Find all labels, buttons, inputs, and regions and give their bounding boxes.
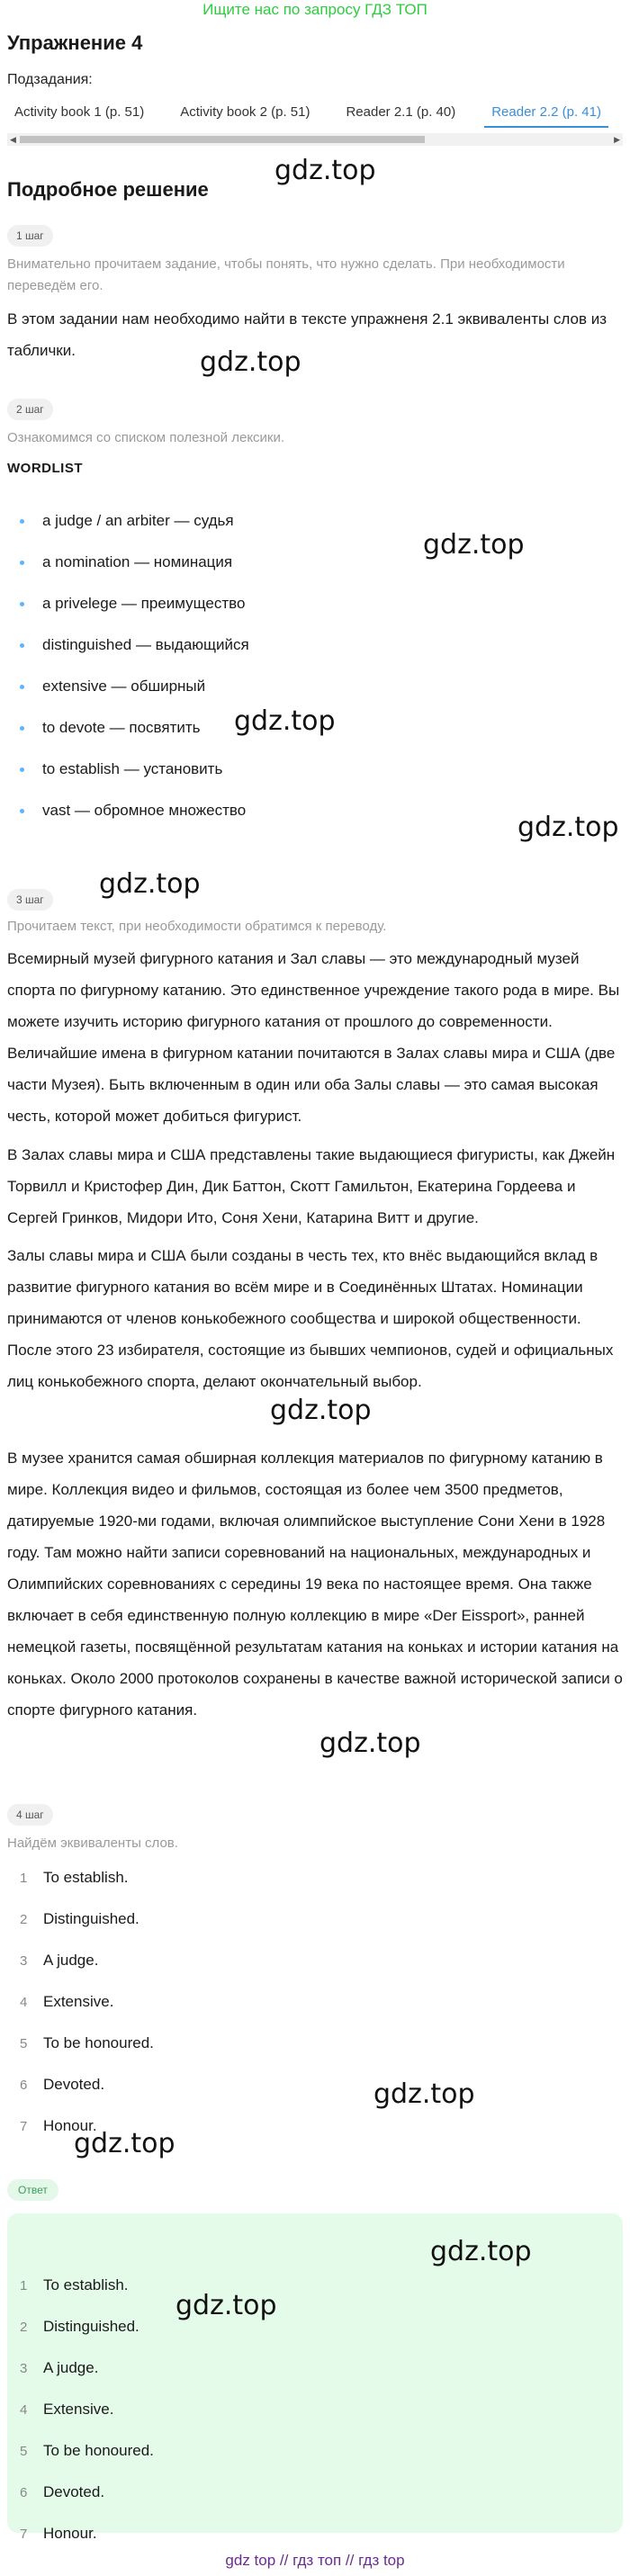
watermark: gdz.top <box>274 155 376 186</box>
list-item: 2 Distinguished. <box>20 1910 140 1927</box>
wordlist-item: a nomination — номинация <box>20 552 232 573</box>
bullet-dot-icon <box>20 643 24 648</box>
subtasks-label: Подзадания: <box>7 72 93 87</box>
step-badge-1: 1 шаг <box>7 225 53 247</box>
answer-badge: Ответ <box>7 2179 58 2201</box>
answer-item: 3 A judge. <box>20 2359 99 2376</box>
bullet-dot-icon <box>20 561 24 565</box>
scrollbar-thumb[interactable] <box>20 136 425 143</box>
scroll-right-icon[interactable]: ▶ <box>614 135 620 144</box>
wordlist-item: extensive — обширный <box>20 676 205 697</box>
list-item: 1 To establish. <box>20 1869 129 1886</box>
tab-activity-book-2[interactable]: Activity book 2 (p. 51) <box>180 104 310 120</box>
bullet-dot-icon <box>20 685 24 689</box>
watermark: gdz.top <box>423 529 525 561</box>
wordlist-item: a privelege — преимущество <box>20 593 245 615</box>
wordlist-item: to devote — посвятить <box>20 717 201 739</box>
list-item: 4 Extensive. <box>20 1993 114 2010</box>
list-item: 7 Honour. <box>20 2117 97 2134</box>
step-hint-4: Найдём эквиваленты слов. <box>7 1836 178 1851</box>
tab-reader-2-2[interactable]: Reader 2.2 (p. 41) <box>484 97 608 128</box>
step-paragraph-4: В музее хранится самая обширная коллекция материалов по фигурному катанию в мире. Коллекция видео и фильмов, состоящая из более чем 3500 предметов, датируемые 1920-ми годами, включая олимпийское выступление Сони Хени в 1928 году. Там можно найти записи соревнований на национальных, международных и Олимпийских соревнованиях с середины 19 века по настоящее время. Она также включает в себя единственную полную коллекцию в мире «Der Eissport», ранней немецкой газеты, посвящённой результатам катания на коньках и истории катания на коньках. Около 2000 протоколов сохранены в качестве важной исторической записи о спорте фигурного катания. <box>7 1450 623 1719</box>
answer-item: 2 Distinguished. <box>20 2318 140 2335</box>
list-item: 5 To be honoured. <box>20 2034 154 2051</box>
answer-item: 7 Honour. <box>20 2525 97 2542</box>
watermark: gdz.top <box>518 812 619 843</box>
watermark: gdz.top <box>320 1728 421 1759</box>
list-item: 3 A judge. <box>20 1952 99 1969</box>
bullet-dot-icon <box>20 602 24 606</box>
answer-item: 6 Devoted. <box>20 2483 105 2500</box>
watermark: gdz.top <box>74 2128 176 2159</box>
watermark: gdz.top <box>270 1395 372 1426</box>
bullet-dot-icon <box>20 809 24 813</box>
answer-item: 1 To establish. <box>20 2276 129 2293</box>
watermark: gdz.top <box>430 2236 532 2267</box>
step-paragraph-3: Залы славы мира и США были созданы в честь тех, кто внёс выдающийся вклад в развитие фигурного катания во всём мире и в Соединённых Штатах. Номинации принимаются от членов конькобежного сообщества и широкой общественности. После этого 23 избирателя, состоящие из бывших чемпионов, судей и официальных лиц конькобежного спорта, делают окончательный выбор. <box>7 1247 614 1390</box>
wordlist-item: a judge / an arbiter — судья <box>20 510 234 532</box>
bullet-dot-icon <box>20 726 24 731</box>
wordlist-item: vast — обромное множество <box>20 800 246 821</box>
scroll-left-icon[interactable]: ◀ <box>10 135 16 144</box>
watermark: gdz.top <box>176 2290 277 2321</box>
step-badge-4: 4 шаг <box>7 1804 53 1826</box>
page-title: Упражнение 4 <box>7 31 143 54</box>
step-paragraph-1: Всемирный музей фигурного катания и Зал славы — это международный музей спорта по фигурному катанию. Это единственное учреждение такого рода в мире. Вы можете изучить историю фигурного катания от прошлого до современности. Величайшие имена в фигурном катании почитаются в Залах славы мира и США (две части Музея). Быть включенным в один или оба Залы славы — это самая высокая честь, которой может добиться фигурист. <box>7 950 620 1125</box>
tabs-scrollbar[interactable] <box>7 133 623 146</box>
watermark: gdz.top <box>99 868 201 900</box>
wordlist-item: to establish — установить <box>20 758 222 780</box>
bullet-dot-icon <box>20 519 24 524</box>
step-hint-2: Ознакомимся со списком полезной лексики. <box>7 430 285 445</box>
promo-banner: Ищите нас по запросу ГДЗ ТОП <box>202 1 428 18</box>
watermark: gdz.top <box>200 346 302 378</box>
step-paragraph-2: В Залах славы мира и США представлены такие выдающиеся фигуристы, как Джейн Торвилл и Кристофер Дин, Дик Баттон, Скотт Гамильтон, Екатерина Гордеева и Сергей Гринков, Мидори Ито, Соня Хени, Катарина Витт и другие. <box>7 1146 616 1226</box>
wordlist-title: WORDLIST <box>7 461 83 476</box>
footer-links[interactable]: gdz top // гдз топ // гдз top <box>225 2552 405 2569</box>
tab-reader-2-1[interactable]: Reader 2.1 (p. 40) <box>346 104 456 120</box>
wordlist-item: distinguished — выдающийся <box>20 634 249 656</box>
section-title: Подробное решение <box>7 178 209 201</box>
step-badge-3: 3 шаг <box>7 889 53 911</box>
step-badge-2: 2 шаг <box>7 399 53 420</box>
tab-activity-book-1[interactable]: Activity book 1 (p. 51) <box>14 104 145 120</box>
answer-item: 5 To be honoured. <box>20 2442 154 2459</box>
subtask-tabs <box>7 97 623 128</box>
list-item: 6 Devoted. <box>20 2076 105 2093</box>
bullet-dot-icon <box>20 767 24 772</box>
watermark: gdz.top <box>374 2078 475 2110</box>
step-hint-1: Внимательно прочитаем задание, чтобы понять, что нужно сделать. При необходимости переведём его. <box>7 256 565 293</box>
step-hint-3: Прочитаем текст, при необходимости обратимся к переводу. <box>7 919 387 934</box>
watermark: gdz.top <box>234 705 336 737</box>
answer-item: 4 Extensive. <box>20 2401 114 2418</box>
step-text-1: В этом задании нам необходимо найти в тексте упражненя 2.1 эквиваленты слов из таблички. <box>7 310 608 359</box>
